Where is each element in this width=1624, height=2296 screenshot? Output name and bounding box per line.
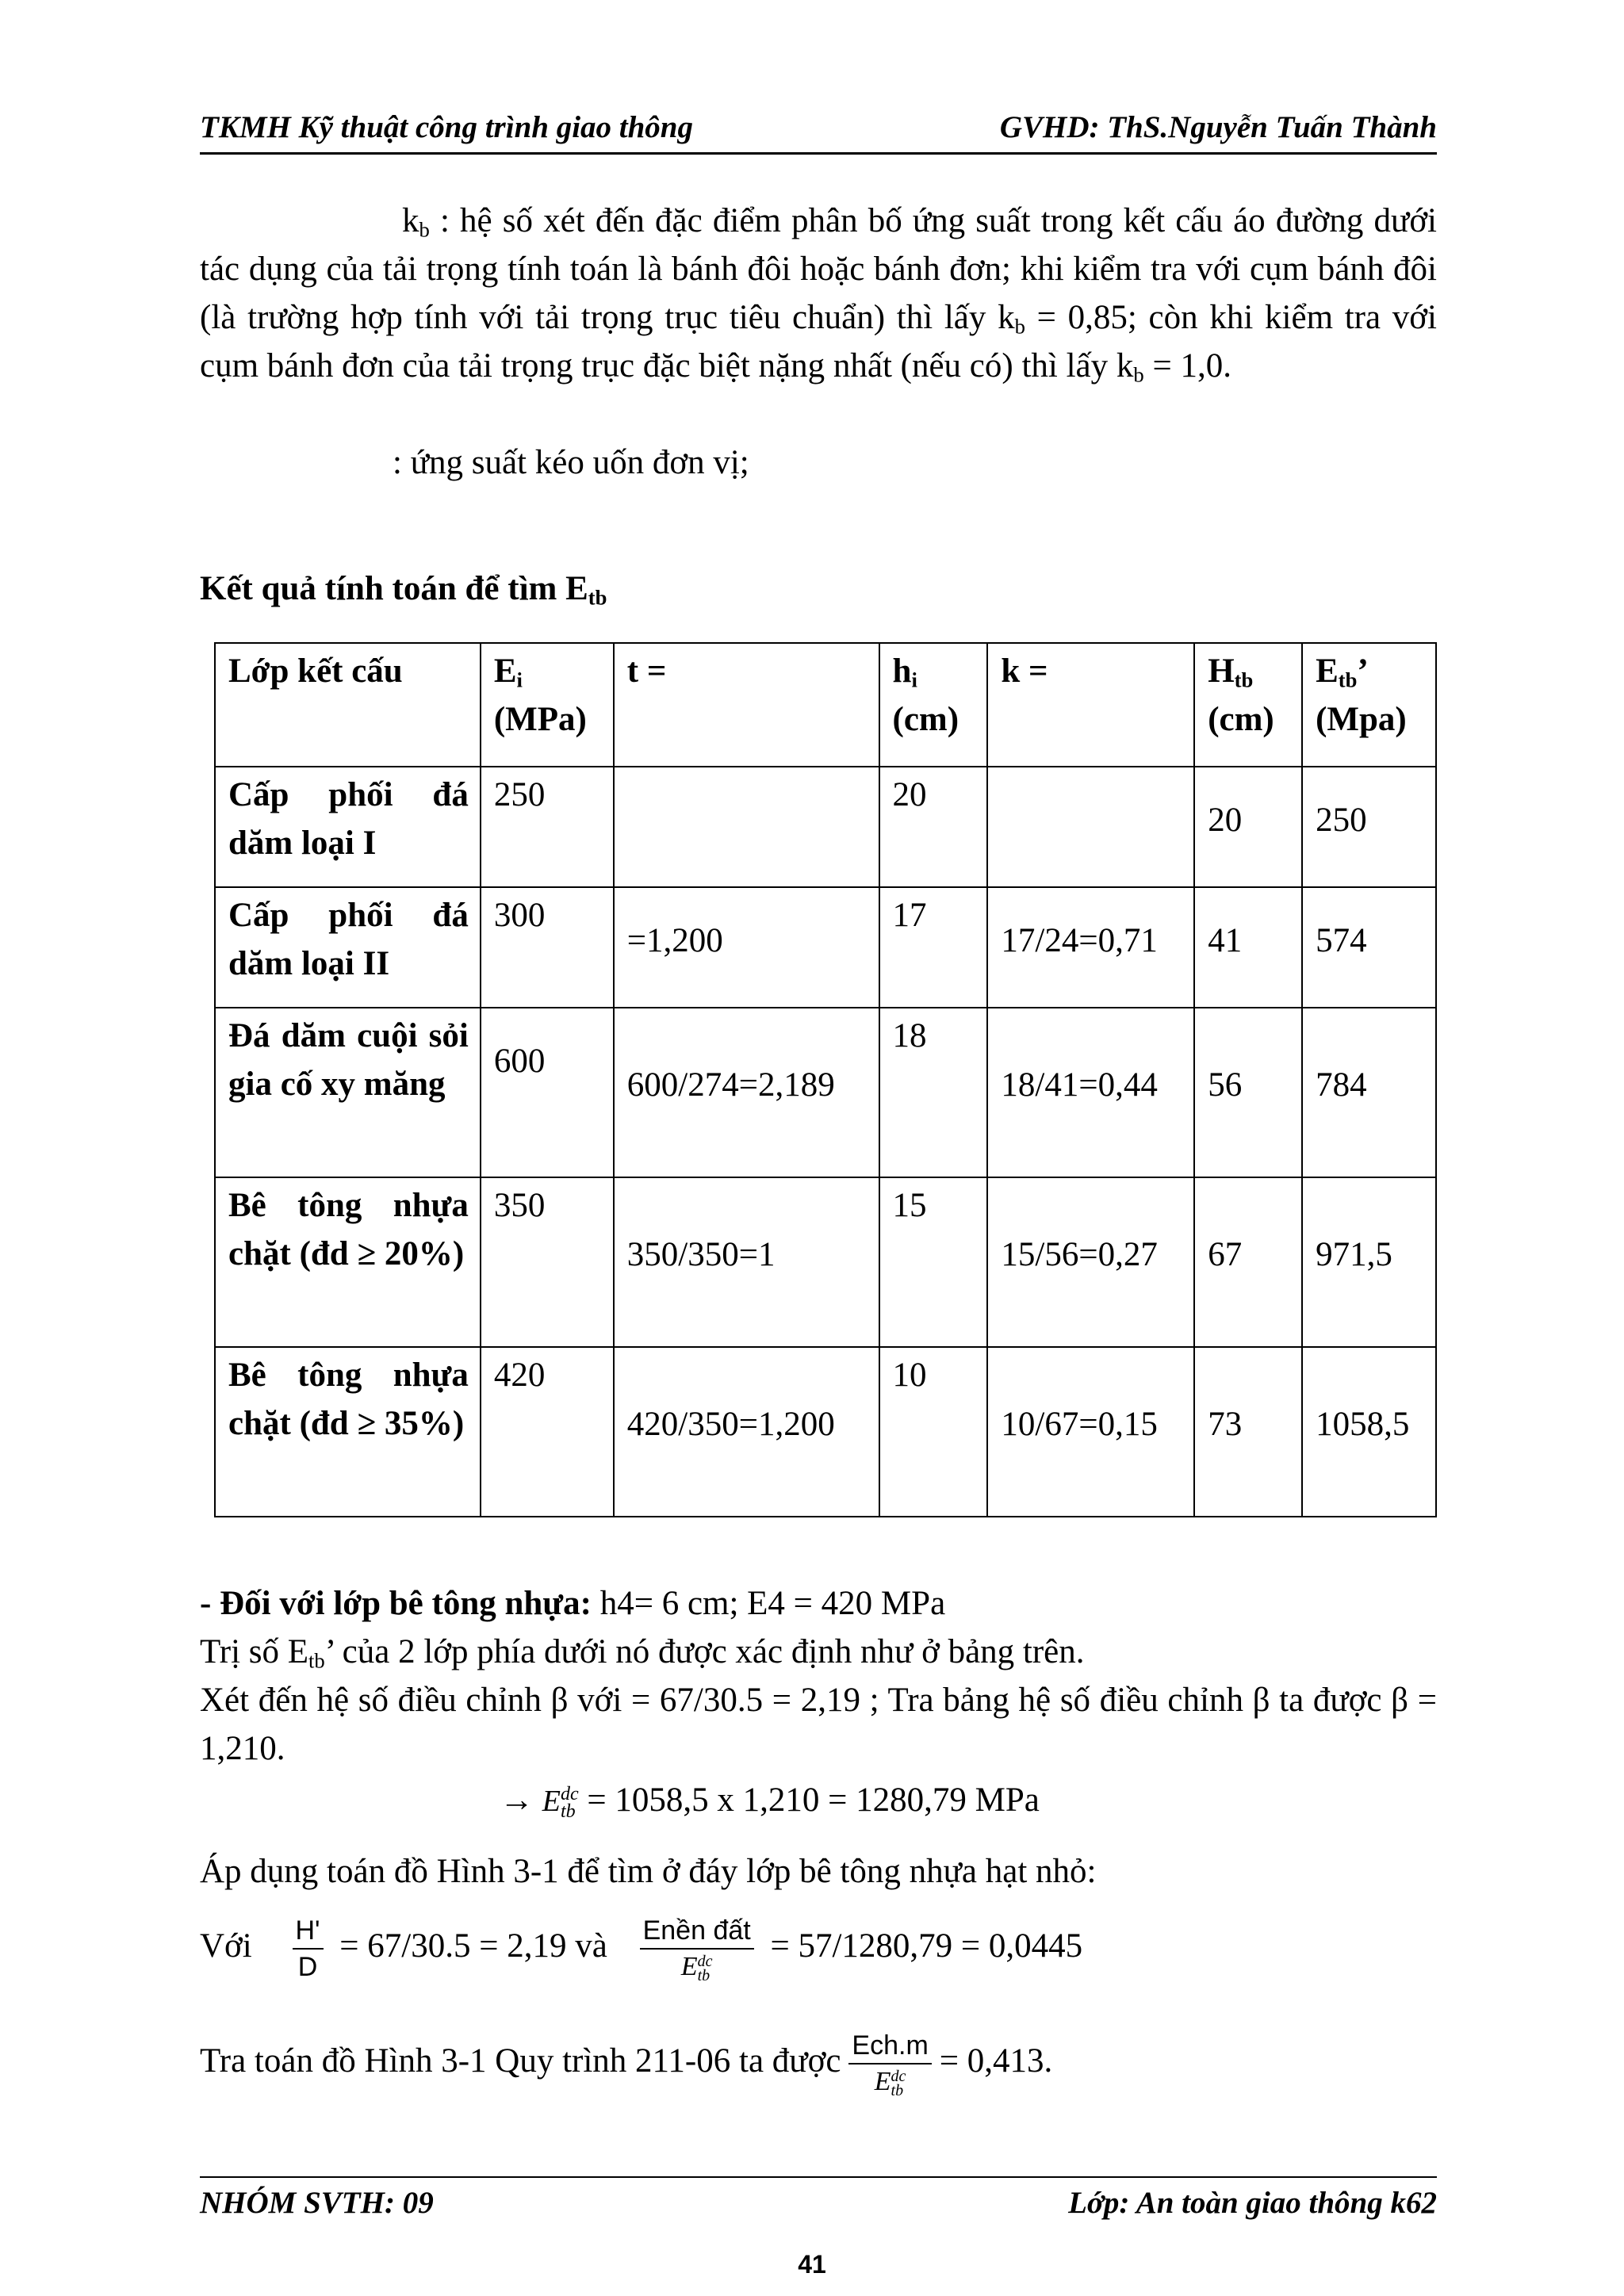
footer-rule [200, 2176, 1437, 2178]
cell-hi: 20 [879, 767, 988, 887]
table-heading [200, 569, 607, 608]
cell-hi: 10 [879, 1347, 988, 1517]
cell-htb: 41 [1194, 887, 1302, 1008]
table-heading-text: Kết quả tính toán để tìm E [200, 570, 588, 607]
cell-hi: 17 [879, 887, 988, 1008]
table-heading-sub: tb [588, 585, 607, 610]
cell-etb: 574 [1302, 887, 1436, 1008]
cell-t: 350/350=1 [614, 1177, 879, 1347]
cell-etb: 784 [1302, 1008, 1436, 1177]
header-layer: Lớp kết cấu [215, 643, 481, 767]
kb-subscript-3: b [1133, 362, 1144, 387]
kb-text-1: : hệ số xét đến đặc điểm phân bố ứng suất trong kết cấu áo đường dưới tác dụng của tải trọng tính toán là bánh đôi hoặc bánh đơn; khi kiểm tra với cụm bánh đôi (là trường hợp tính với tải trọng trục tiêu chuẩn) thì lấy k [200, 202, 1437, 336]
layer-name: Đá dăm cuội sỏi gia cố xy măng [215, 1008, 481, 1177]
layer-name: Cấp phối đá dăm loại I [215, 767, 481, 887]
ratio-h-d-value: = 67/30.5 = 2,19 và [339, 1927, 607, 1965]
kb-subscript: b [419, 217, 430, 242]
results-table [214, 642, 1437, 1517]
cell-k: 15/56=0,27 [987, 1177, 1194, 1347]
asphalt-layer-label: - Đối với lớp bê tông nhựa: [200, 1585, 592, 1622]
cell-htb: 20 [1194, 767, 1302, 887]
table-row [215, 767, 1436, 887]
paragraph-kb [200, 197, 1437, 390]
cell-k: 17/24=0,71 [987, 887, 1194, 1008]
with-label: Với [200, 1927, 252, 1965]
cell-ei: 250 [481, 767, 614, 887]
cell-hi: 18 [879, 1008, 988, 1177]
footer-class: Lớp: An toàn giao thông k62 [1068, 2186, 1437, 2220]
table-row [215, 1008, 1436, 1177]
etb-note-line: Trị số $E_{tb}$’ của 2 lớp phía dưới nó được xác định như ở bảng trên. [200, 1633, 1085, 1673]
header-ei: $E_i$ (MPa) [481, 643, 614, 767]
kb-text-3: = 1,0. [1143, 347, 1231, 385]
fraction-e-ratio: Enền đất E dc tb [640, 1913, 754, 1984]
kb-symbol: k [402, 202, 419, 239]
cell-htb: 73 [1194, 1347, 1302, 1517]
cell-t [614, 767, 879, 887]
layer-name: Cấp phối đá dăm loại II [215, 887, 481, 1008]
page-number: 41 [798, 2250, 826, 2279]
header-instructor: GVHD: ThS.Nguyễn Tuấn Thành [999, 110, 1437, 144]
header-k: k = [987, 643, 1194, 767]
header-course-title: TKMH Kỹ thuật công trình giao thông [200, 110, 694, 144]
fraction-ech-ratio: Ech.m E dc tb [848, 2028, 931, 2099]
cell-etb: 250 [1302, 767, 1436, 887]
paragraph-stress: : ứng suất kéo uốn đơn vị; [393, 444, 749, 481]
cell-hi: 15 [879, 1177, 988, 1347]
kb-subscript-2: b [1014, 314, 1025, 339]
kb-text-2: = 0,85; còn khi kiểm tra với cụm bánh đơn của tải trọng trục đặc biệt nặng nhất (nếu có) thì lấy k [200, 299, 1437, 385]
layer-name: Bê tông nhựa chặt (đd ≥ 20%) [215, 1177, 481, 1347]
cell-t: 420/350=1,200 [614, 1347, 879, 1517]
cell-ei: 600 [481, 1008, 614, 1177]
header-hi: $h_i$ (cm) [879, 643, 988, 767]
ratio-e-value: = 57/1280,79 = 0,0445 [770, 1927, 1083, 1965]
apply-chart-line: Áp dụng toán đồ Hình 3-1 để tìm ở đáy lớp bê tông nhựa hạt nhỏ: [200, 1853, 1097, 1890]
table-row [215, 887, 1436, 1008]
header-t: t = [614, 643, 879, 767]
cell-k [987, 767, 1194, 887]
asphalt-layer-line [200, 1579, 1437, 1628]
chart-result-line [200, 2022, 1437, 2101]
etb-dc-equation: → E dc tb = 1058,5 x 1,210 = 1280,79 MPa [500, 1781, 1040, 1823]
header-htb: $H_{tb}$ (cm) [1194, 643, 1302, 767]
chart-result-value: = 0,413. [939, 2042, 1053, 2080]
fraction-h-d: $\frac{H'}{D}$ [293, 1913, 324, 1984]
cell-ei: 420 [481, 1347, 614, 1517]
cell-etb: 971,5 [1302, 1177, 1436, 1347]
cell-k: 18/41=0,44 [987, 1008, 1194, 1177]
cell-htb: 56 [1194, 1008, 1302, 1177]
arrow-icon: → [500, 1781, 534, 1819]
cell-htb: 67 [1194, 1177, 1302, 1347]
layer-name: Bê tông nhựa chặt (đd ≥ 35%) [215, 1347, 481, 1517]
header-rule [200, 152, 1437, 155]
chart-result-text: Tra toán đồ Hình 3-1 Quy trình 211-06 ta được [200, 2042, 841, 2080]
table-row [215, 1177, 1436, 1347]
header-etb: $E_{tb}$’ (Mpa) [1302, 643, 1436, 767]
table-header-row [215, 643, 1436, 767]
cell-t: =1,200 [614, 887, 879, 1008]
page-header [200, 109, 1437, 149]
cell-ei: 350 [481, 1177, 614, 1347]
footer-group: NHÓM SVTH: 09 [200, 2186, 434, 2220]
beta-paragraph: Xét đến hệ số điều chỉnh β với = 67/30.5 = 2,19 ; Tra bảng hệ số điều chỉnh β ta được β = 1,210. [200, 1682, 1437, 1767]
asphalt-layer-values: h4= 6 cm; E4 = 420 MPa [591, 1585, 946, 1622]
table-row [215, 1347, 1436, 1517]
cell-k: 10/67=0,15 [987, 1347, 1194, 1517]
cell-ei: 300 [481, 887, 614, 1008]
cell-t: 600/274=2,189 [614, 1008, 879, 1177]
ratio-line [200, 1907, 1437, 1986]
cell-etb: 1058,5 [1302, 1347, 1436, 1517]
